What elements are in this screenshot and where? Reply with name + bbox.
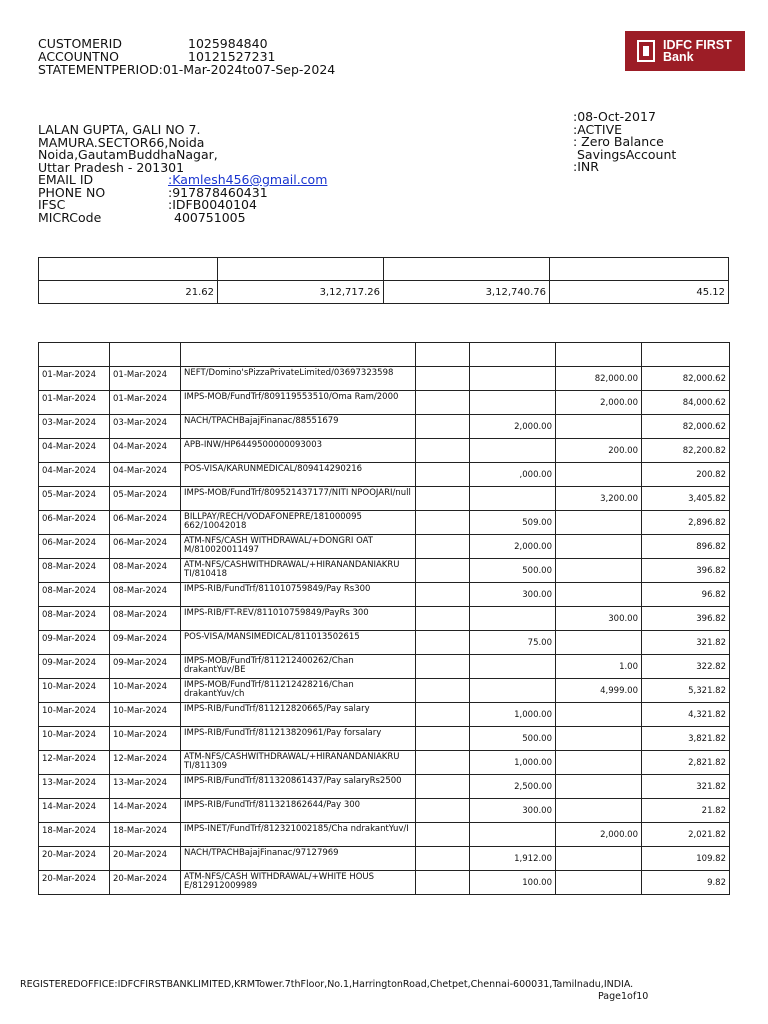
debit-amount: 1,912.00 — [470, 847, 556, 871]
table-row — [39, 703, 730, 727]
cheque-no — [416, 487, 470, 511]
particulars: IMPS-MOB/FundTrf/809521437177/NITI NPOOJARI/null — [181, 487, 416, 511]
txn-date: 09-Mar-2024 — [39, 631, 110, 655]
table-row — [39, 583, 730, 607]
debit-amount: ,000.00 — [470, 463, 556, 487]
balance-amount: 396.82 — [642, 607, 730, 631]
table-row — [39, 871, 730, 895]
table-row — [39, 679, 730, 703]
debit-amount: 2,000.00 — [470, 535, 556, 559]
particulars: IMPS-RIB/FundTrf/811320861437/Pay salaryRs2500 — [181, 775, 416, 799]
credit-amount — [556, 463, 642, 487]
txn-date: 04-Mar-2024 — [39, 439, 110, 463]
txn-date: 01-Mar-2024 — [39, 367, 110, 391]
cheque-no — [416, 583, 470, 607]
account-no: 10121527231 — [188, 49, 276, 64]
debit-amount — [470, 391, 556, 415]
table-row — [39, 511, 730, 535]
txn-date: 13-Mar-2024 — [39, 775, 110, 799]
summary-closing-balance: 45.12 — [550, 281, 729, 304]
credit-amount: 82,000.00 — [556, 367, 642, 391]
balance-amount: 96.82 — [642, 583, 730, 607]
value-date: 08-Mar-2024 — [110, 583, 181, 607]
table-row — [39, 631, 730, 655]
credit-amount — [556, 799, 642, 823]
txn-date: 08-Mar-2024 — [39, 559, 110, 583]
credit-amount — [556, 703, 642, 727]
account-info — [573, 111, 676, 174]
credit-amount — [556, 583, 642, 607]
balance-amount: 396.82 — [642, 559, 730, 583]
particulars: IMPS-RIB/FundTrf/811212820665/Pay salary — [181, 703, 416, 727]
value-date: 09-Mar-2024 — [110, 655, 181, 679]
credit-amount — [556, 727, 642, 751]
txn-date: 04-Mar-2024 — [39, 463, 110, 487]
credit-amount — [556, 751, 642, 775]
balance-amount: 321.82 — [642, 775, 730, 799]
cheque-no — [416, 607, 470, 631]
value-date: 01-Mar-2024 — [110, 367, 181, 391]
page-number: Page1of10 — [598, 991, 649, 1002]
particulars: ATM-NFS/CASH WITHDRAWAL/+WHITE HOUS E/812912009989 — [181, 871, 416, 895]
credit-amount: 200.00 — [556, 439, 642, 463]
txn-date: 20-Mar-2024 — [39, 871, 110, 895]
email-label: EMAIL ID — [38, 172, 94, 187]
balance-amount: 84,000.62 — [642, 391, 730, 415]
particulars: IMPS-MOB/FundTrf/811212428216/Chan drakantYuv/ch — [181, 679, 416, 703]
cheque-no — [416, 751, 470, 775]
address-line3: Noida,GautamBuddhaNagar, — [38, 147, 218, 162]
particulars: POS-VISA/KARUNMEDICAL/809414290216 — [181, 463, 416, 487]
credit-amount: 300.00 — [556, 607, 642, 631]
registered-office: REGISTEREDOFFICE:IDFCFIRSTBANKLIMITED,KRMTower.7thFloor,No.1,HarringtonRoad,Chetpet,Chennai-600031,Tamilnadu,INDIA. — [20, 979, 634, 990]
credit-amount: 2,000.00 — [556, 823, 642, 847]
cheque-no — [416, 679, 470, 703]
txn-date: 09-Mar-2024 — [39, 655, 110, 679]
particulars: NACH/TPACHBajajFinanac/88551679 — [181, 415, 416, 439]
particulars: ATM-NFS/CASHWITHDRAWAL/+HIRANANDANIAKRU TI/811309 — [181, 751, 416, 775]
txn-date: 06-Mar-2024 — [39, 511, 110, 535]
bank-name-line1: IDFC FIRST — [663, 38, 732, 52]
debit-amount: 1,000.00 — [470, 751, 556, 775]
account-type: SavingsAccount — [577, 146, 677, 162]
value-date: 03-Mar-2024 — [110, 415, 181, 439]
transactions-header-row — [39, 343, 730, 367]
credit-amount — [556, 775, 642, 799]
debit-amount: 1,000.00 — [470, 703, 556, 727]
value-date: 13-Mar-2024 — [110, 775, 181, 799]
address-line4: Uttar Pradesh - 201301 — [38, 159, 185, 175]
summary-total-credit: 3,12,740.76 — [384, 281, 550, 304]
debit-amount — [470, 439, 556, 463]
debit-amount — [470, 487, 556, 511]
summary-table — [38, 257, 729, 304]
credit-amount — [556, 559, 642, 583]
address-line1: LALAN GUPTA, GALI NO 7. — [38, 122, 201, 137]
debit-amount: 300.00 — [470, 799, 556, 823]
customer-id: 1025984840 — [188, 36, 268, 51]
transactions-table — [38, 342, 730, 895]
txn-date: 10-Mar-2024 — [39, 703, 110, 727]
cheque-no — [416, 415, 470, 439]
balance-amount: 82,000.62 — [642, 415, 730, 439]
balance-amount: 321.82 — [642, 631, 730, 655]
credit-amount: 4,999.00 — [556, 679, 642, 703]
particulars: IMPS-RIB/FundTrf/811321862644/Pay 300 — [181, 799, 416, 823]
debit-amount: 2,000.00 — [470, 415, 556, 439]
balance-amount: 21.82 — [642, 799, 730, 823]
table-row — [39, 607, 730, 631]
micr: 400751005 — [174, 209, 246, 225]
particulars: IMPS-RIB/FundTrf/811213820961/Pay forsalary — [181, 727, 416, 751]
particulars: IMPS-INET/FundTrf/812321002185/Cha ndrakantYuv/I — [181, 823, 416, 847]
table-row — [39, 751, 730, 775]
table-row — [39, 847, 730, 871]
value-date: 04-Mar-2024 — [110, 439, 181, 463]
cheque-no — [416, 463, 470, 487]
table-row — [39, 439, 730, 463]
particulars: IMPS-RIB/FundTrf/811010759849/Pay Rs300 — [181, 583, 416, 607]
debit-amount — [470, 679, 556, 703]
cheque-no — [416, 535, 470, 559]
txn-date: 18-Mar-2024 — [39, 823, 110, 847]
credit-amount — [556, 631, 642, 655]
table-row — [39, 535, 730, 559]
debit-amount — [470, 607, 556, 631]
balance-amount: 200.82 — [642, 463, 730, 487]
value-date: 18-Mar-2024 — [110, 823, 181, 847]
cheque-no — [416, 727, 470, 751]
table-row — [39, 487, 730, 511]
debit-amount: 2,500.00 — [470, 775, 556, 799]
address-line2: MAMURA.SECTOR66,Noida — [38, 134, 205, 150]
txn-date: 10-Mar-2024 — [39, 679, 110, 703]
cheque-no — [416, 391, 470, 415]
balance-amount: 896.82 — [642, 535, 730, 559]
credit-amount — [556, 847, 642, 871]
cheque-no — [416, 439, 470, 463]
balance-amount: 2,821.82 — [642, 751, 730, 775]
cheque-no — [416, 823, 470, 847]
particulars: APB-INW/HP6449500000093003 — [181, 439, 416, 463]
value-date: 10-Mar-2024 — [110, 679, 181, 703]
phone-label: PHONE NO — [38, 184, 106, 200]
debit-amount — [470, 655, 556, 679]
txn-date: 01-Mar-2024 — [39, 391, 110, 415]
cheque-no — [416, 799, 470, 823]
balance-amount: 3,405.82 — [642, 487, 730, 511]
table-row — [39, 415, 730, 439]
customer-id-label: CUSTOMERID — [38, 36, 122, 51]
value-date: 10-Mar-2024 — [110, 727, 181, 751]
particulars: ATM-NFS/CASHWITHDRAWAL/+HIRANANDANIAKRU TI/810418 — [181, 559, 416, 583]
credit-amount: 2,000.00 — [556, 391, 642, 415]
txn-date: 08-Mar-2024 — [39, 583, 110, 607]
balance-amount: 2,896.82 — [642, 511, 730, 535]
txn-date: 03-Mar-2024 — [39, 415, 110, 439]
value-date: 06-Mar-2024 — [110, 535, 181, 559]
credit-amount: 1.00 — [556, 655, 642, 679]
balance-amount: 109.82 — [642, 847, 730, 871]
txn-date: 05-Mar-2024 — [39, 487, 110, 511]
particulars: NEFT/Domino'sPizzaPrivateLimited/03697323598 — [181, 367, 416, 391]
balance-amount: 322.82 — [642, 655, 730, 679]
debit-amount — [470, 823, 556, 847]
value-date: 10-Mar-2024 — [110, 703, 181, 727]
value-date: 20-Mar-2024 — [110, 871, 181, 895]
balance-type: : Zero Balance — [573, 134, 664, 149]
txn-date: 06-Mar-2024 — [39, 535, 110, 559]
credit-amount — [556, 535, 642, 559]
table-row — [39, 727, 730, 751]
account-no-label: ACCOUNTNO — [38, 49, 119, 64]
value-date: 14-Mar-2024 — [110, 799, 181, 823]
particulars: NACH/TPACHBajajFinanac/97127969 — [181, 847, 416, 871]
table-row — [39, 391, 730, 415]
table-row — [39, 559, 730, 583]
cheque-no — [416, 511, 470, 535]
statement-header — [38, 37, 335, 76]
account-status: :ACTIVE — [573, 121, 623, 137]
particulars: POS-VISA/MANSIMEDICAL/811013502615 — [181, 631, 416, 655]
balance-amount: 82,200.82 — [642, 439, 730, 463]
value-date: 06-Mar-2024 — [110, 511, 181, 535]
balance-amount: 3,821.82 — [642, 727, 730, 751]
credit-amount — [556, 511, 642, 535]
table-row — [39, 799, 730, 823]
cheque-no — [416, 631, 470, 655]
currency: :INR — [573, 159, 599, 174]
balance-amount: 2,021.82 — [642, 823, 730, 847]
value-date: 12-Mar-2024 — [110, 751, 181, 775]
txn-date: 08-Mar-2024 — [39, 607, 110, 631]
bank-logo — [625, 31, 745, 71]
cheque-no — [416, 559, 470, 583]
cheque-no — [416, 367, 470, 391]
particulars: IMPS-RIB/FT-REV/811010759849/PayRs 300 — [181, 607, 416, 631]
txn-date: 12-Mar-2024 — [39, 751, 110, 775]
particulars: BILLPAY/RECH/VODAFONEPRE/181000095 662/10042018 — [181, 511, 416, 535]
table-row — [39, 367, 730, 391]
value-date: 20-Mar-2024 — [110, 847, 181, 871]
ifsc: :IDFB0040104 — [168, 197, 257, 212]
debit-amount — [470, 367, 556, 391]
credit-amount — [556, 871, 642, 895]
summary-total-debit: 3,12,717.26 — [218, 281, 384, 304]
cheque-no — [416, 871, 470, 895]
credit-amount: 3,200.00 — [556, 487, 642, 511]
table-row — [39, 775, 730, 799]
ifsc-label: IFSC — [38, 197, 66, 212]
txn-date: 14-Mar-2024 — [39, 799, 110, 823]
credit-amount — [556, 415, 642, 439]
cheque-no — [416, 775, 470, 799]
value-date: 04-Mar-2024 — [110, 463, 181, 487]
value-date: 09-Mar-2024 — [110, 631, 181, 655]
debit-amount: 75.00 — [470, 631, 556, 655]
balance-amount: 9.82 — [642, 871, 730, 895]
value-date: 05-Mar-2024 — [110, 487, 181, 511]
value-date: 01-Mar-2024 — [110, 391, 181, 415]
table-row — [39, 823, 730, 847]
summary-header-row — [39, 258, 729, 281]
particulars: ATM-NFS/CASH WITHDRAWAL/+DONGRI OAT M/810020011497 — [181, 535, 416, 559]
phone: :917878460431 — [168, 184, 268, 200]
balance-amount: 82,000.62 — [642, 367, 730, 391]
cheque-no — [416, 703, 470, 727]
table-row — [39, 463, 730, 487]
micr-label: MICRCode — [38, 209, 102, 225]
balance-amount: 5,321.82 — [642, 679, 730, 703]
account-open-date: :08-Oct-2017 — [573, 109, 656, 124]
value-date: 08-Mar-2024 — [110, 559, 181, 583]
statement-period: STATEMENTPERIOD:01-Mar-2024to07-Sep-2024 — [38, 62, 336, 77]
table-row — [39, 655, 730, 679]
cheque-no — [416, 847, 470, 871]
particulars: IMPS-MOB/FundTrf/811212400262/Chan drakantYuv/BE — [181, 655, 416, 679]
bank-name-line2: Bank — [663, 50, 694, 64]
txn-date: 10-Mar-2024 — [39, 727, 110, 751]
cheque-no — [416, 655, 470, 679]
debit-amount: 500.00 — [470, 727, 556, 751]
particulars: IMPS-MOB/FundTrf/809119553510/Oma Ram/2000 — [181, 391, 416, 415]
idfc-logo-icon — [637, 40, 655, 62]
debit-amount: 100.00 — [470, 871, 556, 895]
email-link[interactable]: :Kamlesh456@gmail.com — [168, 172, 328, 187]
debit-amount: 509.00 — [470, 511, 556, 535]
balance-amount: 4,321.82 — [642, 703, 730, 727]
txn-date: 20-Mar-2024 — [39, 847, 110, 871]
debit-amount: 300.00 — [470, 583, 556, 607]
summary-opening-balance: 21.62 — [39, 281, 218, 304]
value-date: 08-Mar-2024 — [110, 607, 181, 631]
debit-amount: 500.00 — [470, 559, 556, 583]
summary-values-row — [39, 281, 729, 304]
customer-address — [38, 124, 426, 224]
